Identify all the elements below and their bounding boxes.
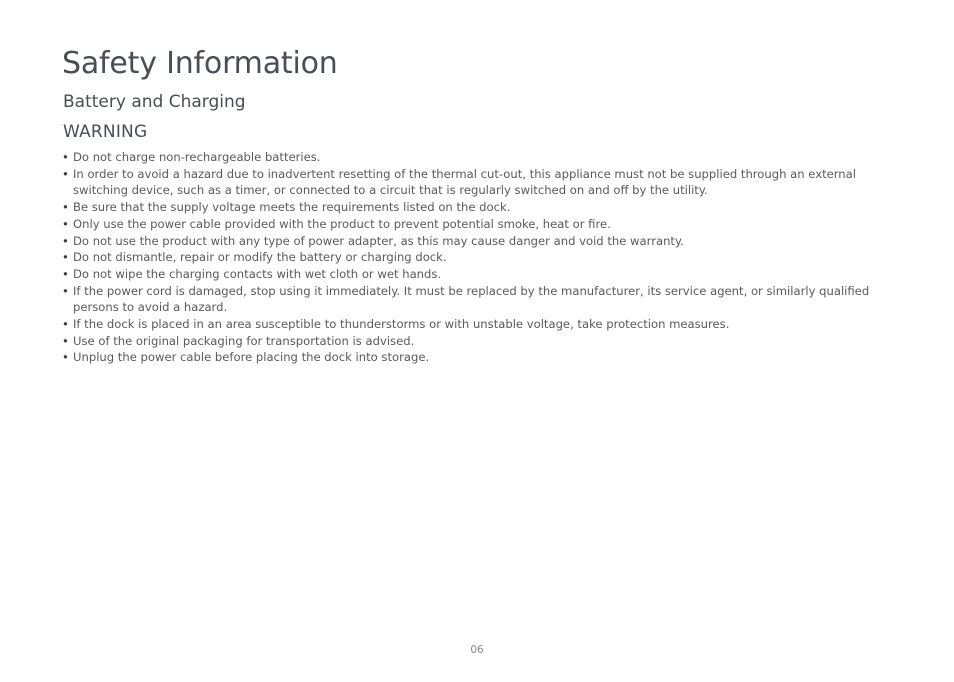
list-item-text: Do not use the product with any type of power adapter, as this may cause danger and void the warranty. — [73, 233, 684, 248]
list-item-text: If the power cord is damaged, stop using it immediately. It must be replaced by the manufacturer, its service agent, or similarly qualified persons to avoid a hazard. — [73, 283, 870, 315]
bullet-icon: • — [62, 333, 69, 348]
bullet-icon: • — [62, 317, 69, 332]
list-item — [62, 216, 882, 233]
list-item-text: Only use the power cable provided with the product to prevent potential smoke, heat or fire. — [73, 216, 611, 231]
bullet-icon: • — [62, 350, 69, 365]
section-heading: Battery and Charging — [63, 92, 246, 112]
list-item — [62, 316, 882, 333]
bullet-icon: • — [62, 266, 69, 281]
list-item — [62, 283, 882, 316]
list-item-text: Do not charge non-rechargeable batteries. — [73, 150, 321, 164]
bullet-icon: • — [62, 250, 69, 265]
page-number: 06 — [470, 644, 484, 656]
list-item — [62, 349, 882, 366]
list-item — [62, 166, 882, 199]
safety-list — [62, 149, 882, 366]
document-page — [62, 44, 882, 366]
list-item — [62, 266, 882, 283]
list-item-text: Do not dismantle, repair or modify the battery or charging dock. — [73, 250, 447, 265]
bullet-icon: • — [62, 283, 69, 298]
list-item — [62, 149, 882, 166]
list-item — [62, 333, 882, 350]
list-item — [62, 233, 882, 250]
list-item-text: Do not wipe the charging contacts with wet cloth or wet hands. — [73, 266, 442, 281]
list-item-text: Use of the original packaging for transportation is advised. — [73, 333, 415, 348]
list-item-text: Unplug the power cable before placing the dock into storage. — [73, 350, 430, 365]
warning-heading: WARNING — [63, 122, 148, 142]
bullet-icon: • — [62, 166, 69, 181]
page-title: Safety Information — [62, 46, 338, 81]
bullet-icon: • — [62, 150, 69, 164]
bullet-icon: • — [62, 216, 69, 231]
list-item-text: If the dock is placed in an area susceptible to thunderstorms or with unstable voltage, take protection measures. — [73, 317, 730, 332]
list-item-text: Be sure that the supply voltage meets the requirements listed on the dock. — [73, 200, 511, 215]
list-item — [62, 249, 882, 266]
bullet-icon: • — [62, 233, 69, 248]
list-item-text: In order to avoid a hazard due to inadvertent resetting of the thermal cut-out, this appliance must not be supplied through an external switching device, such as a timer, or connected to a circuit that is regularly switched on and off by the utility. — [73, 166, 856, 198]
bullet-icon: • — [62, 200, 69, 215]
list-item — [62, 199, 882, 216]
